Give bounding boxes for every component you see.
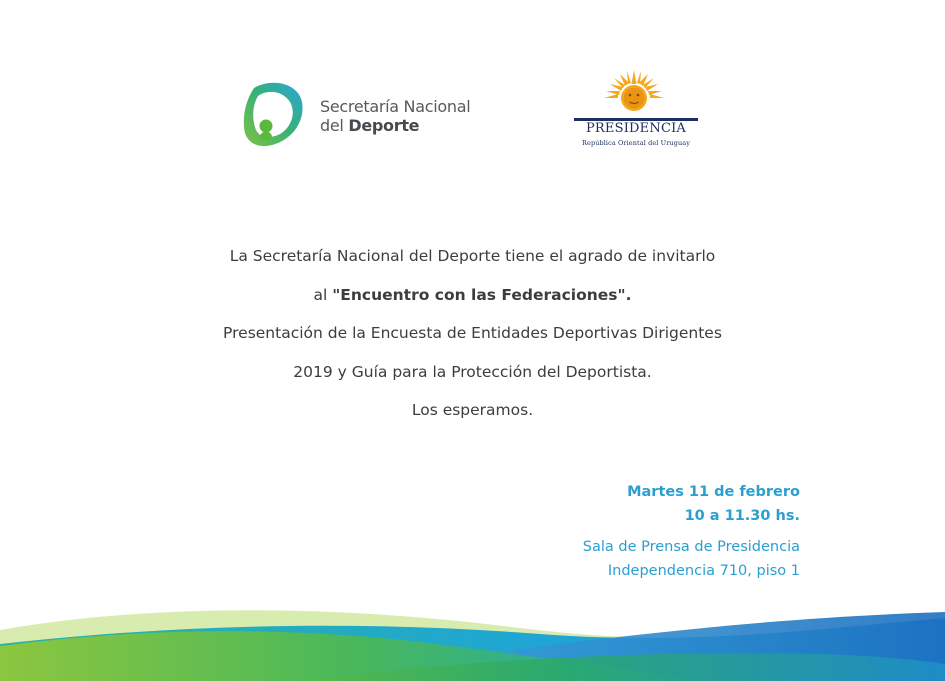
invitation-message [120,244,825,437]
snd-line2-bold: Deporte [348,116,420,135]
event-date: Martes 11 de febrero [627,484,800,500]
event-venue: Sala de Prensa de Presidencia [582,539,800,555]
event-details [583,480,800,583]
sun-of-may-icon [600,68,668,116]
decorative-waves [0,598,945,681]
snd-swirl-icon [240,80,306,148]
snd-line2 [320,116,470,135]
event-address: Independencia 710, piso 1 [607,563,800,579]
message-line-5: Los esperamos. [411,401,534,419]
presidencia-logo [566,68,706,152]
message-line-1: La Secretaría Nacional del Deporte tiene el agrado de invitarlo [229,247,716,265]
event-time: 10 a 11.30 hs. [684,508,800,524]
snd-line2-prefix: del [320,116,349,135]
presidencia-subtitle: República Oriental del Uruguay [582,139,690,147]
message-line-2-prefix: al [313,285,333,304]
message-line-3: Presentación de la Encuesta de Entidades Deportivas Dirigentes [223,324,722,342]
snd-wordmark [320,97,470,135]
snd-logo [240,80,490,152]
snd-line1: Secretaría Nacional [320,97,471,116]
presidencia-title: PRESIDENCIA [585,121,687,136]
event-name: "Encuentro con las Federaciones". [332,285,632,304]
message-line-4: 2019 y Guía para la Protección del Deportista. [293,362,652,381]
message-line-2 [120,283,825,322]
event-spacer [583,528,800,535]
